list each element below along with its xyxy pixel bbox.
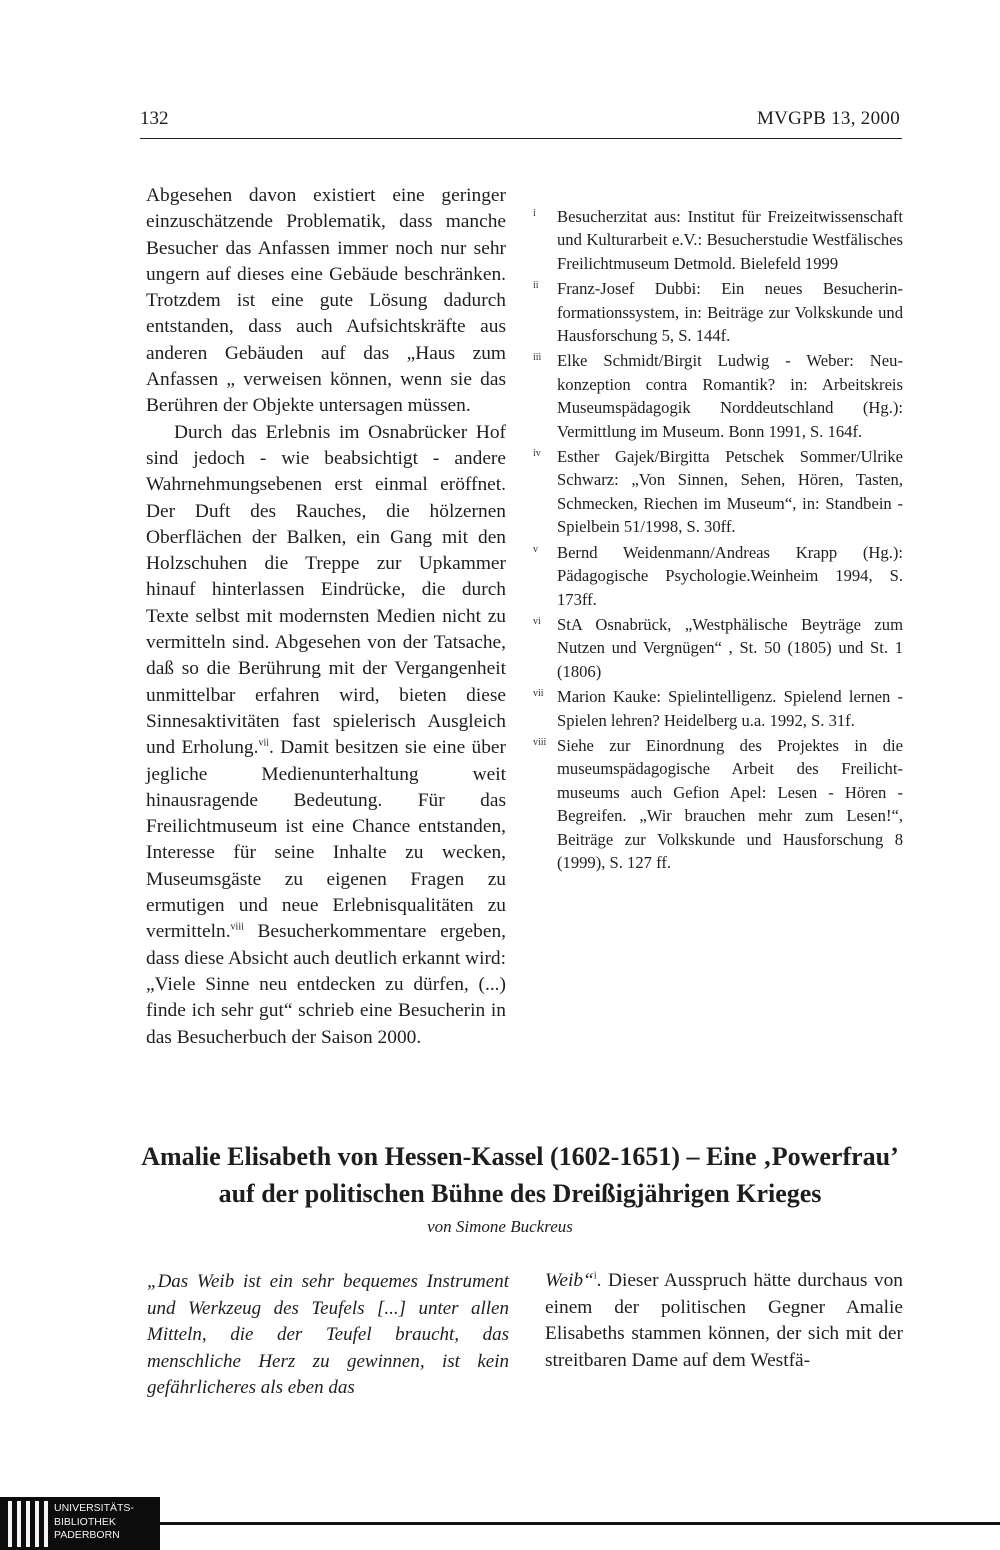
article-body-start [545,1268,903,1374]
endnote-marker: vi [533,615,541,627]
endnote-text: Marion Kauke: Spielintelligenz. Spielend lernen - Spielen lehren? Heidelberg u.a. 1992, S. 31f. [557,687,903,730]
body-paragraph: Abgesehen davon existiert eine geringer einzuschätzende Problematik, dass manche Besucher das Anfassen immer noch nur sehr ungern auf dieses eine Gebäude beschränken. Trotzdem ist eine gute Lösung dadurch entstanden, dass auch Aufsichtskräfte aus anderen Gebäuden auf das „Haus zum Anfassen „ verweisen können, wenn sie das Berühren der Objekte untersagen müssen. [146,185,506,417]
endnote-text: Bernd Weidenmann/Andreas Krapp (Hg.): Pädagogische Psychologie.Weinheim 1994, S. 173ff. [557,542,903,609]
endnote [533,205,903,275]
endnote-marker: ii [533,280,539,292]
body-paragraph-text: Besucherkommentare ergeben, dass diese Absicht auch deutlich erkannt wird: „Viele Sinne neu entdecken zu dürfen, (...) finde ich sehr gut“ schrieb eine Besucherin in das Besucherbuch der Saison 2000. [146,921,506,1048]
endnote [533,541,903,611]
article-body-text: . Dieser Ausspruch hätte durchaus von einem der politischen Gegner Amalie Elisabeths stammen können, der sich mit der streitbaren Dame auf dem Westfä- [545,1270,903,1371]
article-title-line: auf der politischen Bühne des Dreißigjährigen Krieges [218,1179,822,1208]
endnote [533,349,903,443]
article-author: von Simone Buckreus [427,1217,573,1236]
endnote-text: Besucherzitat aus: Institut für Freizeitwissenschaft und Kulturarbeit e.V.: Besucherstudie Westfälisches Freilichtmuseum Detmold. Bielefeld 1999 [557,207,903,273]
endnote-ref-i[interactable]: i [593,1270,597,1282]
endnote-text: Elke Schmidt/Birgit Ludwig - Weber: Neukonzeption contra Romantik? in: Arbeitskreis Museumspädagogik Norddeutschland (Hg.): Vermittlung im Museum. Bonn 1991, S. 164f. [557,351,903,441]
library-logo-line: UNIVERSITÄTS- [54,1502,134,1514]
endnote-marker: v [533,543,538,555]
endnote-marker: viii [533,736,547,748]
article-title [120,1138,920,1212]
endnote [533,277,903,347]
body-column [146,183,506,1051]
endnote [533,734,903,874]
body-paragraph-text: . Damit besitzen sie eine über jegliche Medienunterhaltung weit hinausragende Bedeutung. Für das Freilichtmuseum ist eine Chance entstanden, Interesse für seine Inhalte zu wecken, Museumsgäste zu eigenen Fragen zu ermutigen und neue Erlebnisqualitäten zu vermitteln. [146,737,506,943]
endnote [533,445,903,539]
library-logo-bars-icon [8,1501,48,1547]
endnote-text: Franz-Josef Dubbi: Ein neues Besucherinformationssystem, in: Beiträge zur Volkskunde und Hausforschung 5, S. 144f. [557,279,903,346]
page-number: 132 [140,108,169,129]
endnote-text: Esther Gajek/Birgitta Petschek Sommer/Ulrike Schwarz: „Von Sinnen, Sehen, Hören, Tasten, Schmecken, Riechen im Museum“, in: Standbein - Spielbein 51/1998, S. 30ff. [557,447,903,537]
endnotes [533,205,903,876]
epigraph-quote-end: Weib“ [545,1270,594,1291]
body-paragraph-text: Durch das Erlebnis im Osnabrücker Hof sind jedoch - wie beabsichtigt - andere Wahrnehmungsebenen erst einmal eröffnet. Der Duft des Rauches, die hölzernen Oberflächen der Balken, ein Gang mit den Holzschuhen die Treppe zur Upkammer hinauf hinterlassen Eindrücke, die durch Texte selbst mit modernsten Medien nicht zu vermitteln sind. Abgesehen von der Tatsache, daß so die Berührung mit der Vergangenheit unmittelbar erfahren wird, bieten diese Sinnesaktivitäten fast spielerisch Ausgleich und Erholung. [146,421,506,759]
epigraph-quote: „Das Weib ist ein sehr bequemes Instrument und Werkzeug des Teufels [...] unter allen Mitteln, die der Teufel braucht, das menschliche Herz zu gewinnen, ist kein gefährlicheres als eben das [147,1271,509,1398]
library-logo-text [54,1502,134,1543]
endnote-ref-vii[interactable]: vii [258,737,270,749]
endnote-marker: iv [533,448,541,460]
endnote-text: StA Osnabrück, „Westphälische Beyträge zum Nutzen und Vergnügen“ , St. 50 (1805) und St. 1 (1806) [557,614,903,681]
article-title-line: Amalie Elisabeth von Hessen-Kassel (1602-1651) – Eine ‚Powerfrau’ [141,1142,899,1171]
endnote-text: Siehe zur Einordnung des Projektes in die museumspädagogische Arbeit des Freilichtmuseums auch Gefion Apel: Lesen - Hören - Begreifen. „Wir brauchen mehr zum Lesen!“, Beiträge zur Volkskunde und Hausforschung 8 (1999), S. 127 ff. [557,735,903,872]
body-paragraph [146,420,506,1051]
library-logo [0,1497,160,1550]
endnote-marker: iii [533,352,542,364]
library-logo-line: BIBLIOTHEK [54,1515,116,1528]
running-head [140,108,902,139]
endnote-marker: vii [533,688,544,700]
footer-rule [160,1522,1000,1525]
library-logo-line: PADERBORN [54,1529,120,1541]
endnote [533,685,903,732]
endnote-marker: i [533,208,536,219]
endnote [533,613,903,683]
endnote-ref-viii[interactable]: viii [230,921,244,933]
journal-reference: MVGPB 13, 2000 [756,108,900,129]
